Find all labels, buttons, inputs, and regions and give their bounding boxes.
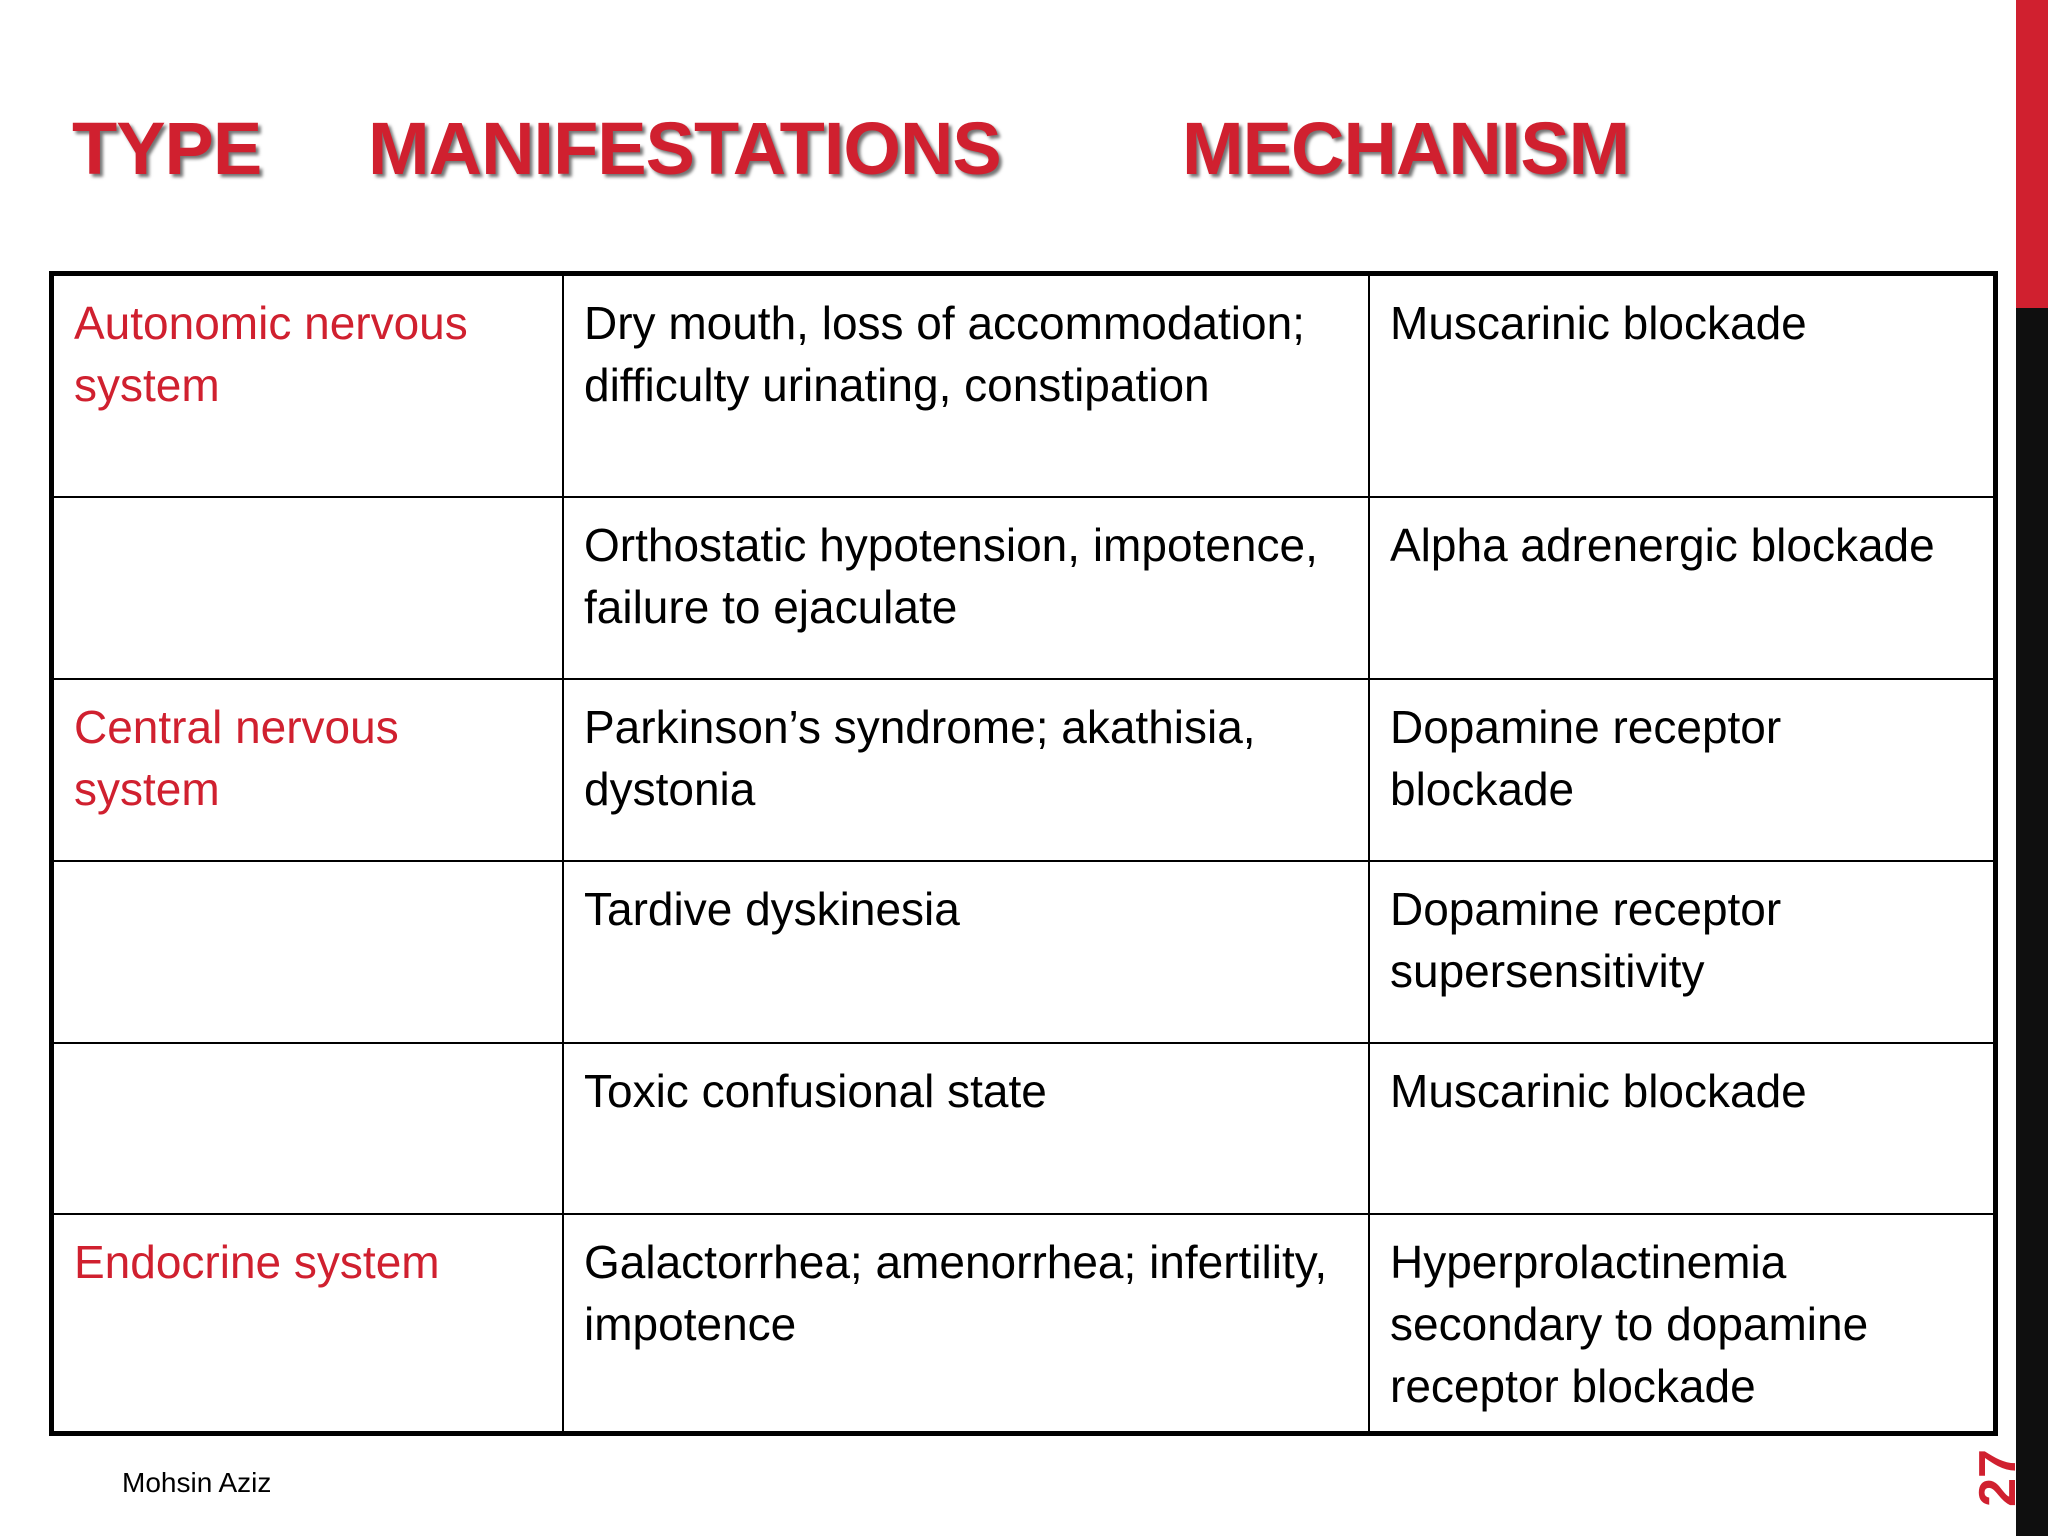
type-cell (54, 497, 563, 679)
table-row (54, 861, 1993, 1043)
effects-table (49, 271, 1998, 1436)
type-cell (54, 1043, 563, 1214)
title-mechanism: MECHANISM (1182, 107, 1630, 190)
manifestations-cell: Galactorrhea; amenorrhea; infertility, impotence (563, 1214, 1369, 1431)
manifestations-cell: Orthostatic hypotension, impotence, failure to ejaculate (563, 497, 1369, 679)
slide-title (72, 104, 1772, 194)
mechanism-cell: Hyperprolactinemia secondary to dopamine receptor blockade (1369, 1214, 1993, 1431)
table-row (54, 679, 1993, 861)
type-cell: Central nervous system (54, 679, 563, 861)
manifestations-cell: Tardive dyskinesia (563, 861, 1369, 1043)
manifestations-cell: Dry mouth, loss of accommodation; difficulty urinating, constipation (563, 276, 1369, 497)
type-cell: Autonomic nervous system (54, 276, 563, 497)
manifestations-cell: Parkinson’s syndrome; akathisia, dystonia (563, 679, 1369, 861)
mechanism-cell: Dopamine receptor blockade (1369, 679, 1993, 861)
table-row (54, 1043, 1993, 1214)
title-type: TYPE (72, 107, 262, 190)
mechanism-cell: Muscarinic blockade (1369, 1043, 1993, 1214)
table-row (54, 276, 1993, 497)
title-manifestations: MANIFESTATIONS (368, 107, 1001, 190)
mechanism-cell: Dopamine receptor supersensitivity (1369, 861, 1993, 1043)
mechanism-cell: Muscarinic blockade (1369, 276, 1993, 497)
accent-bar-red (2016, 0, 2048, 308)
manifestations-cell: Toxic confusional state (563, 1043, 1369, 1214)
type-cell (54, 861, 563, 1043)
table-row (54, 497, 1993, 679)
footer-author: Mohsin Aziz (122, 1467, 272, 1498)
table-row (54, 1214, 1993, 1431)
page-number: 27 (1969, 1449, 2027, 1507)
type-cell: Endocrine system (54, 1214, 563, 1431)
effects-table-grid (54, 276, 1993, 1431)
accent-bar-black (2016, 308, 2048, 1536)
mechanism-cell: Alpha adrenergic blockade (1369, 497, 1993, 679)
